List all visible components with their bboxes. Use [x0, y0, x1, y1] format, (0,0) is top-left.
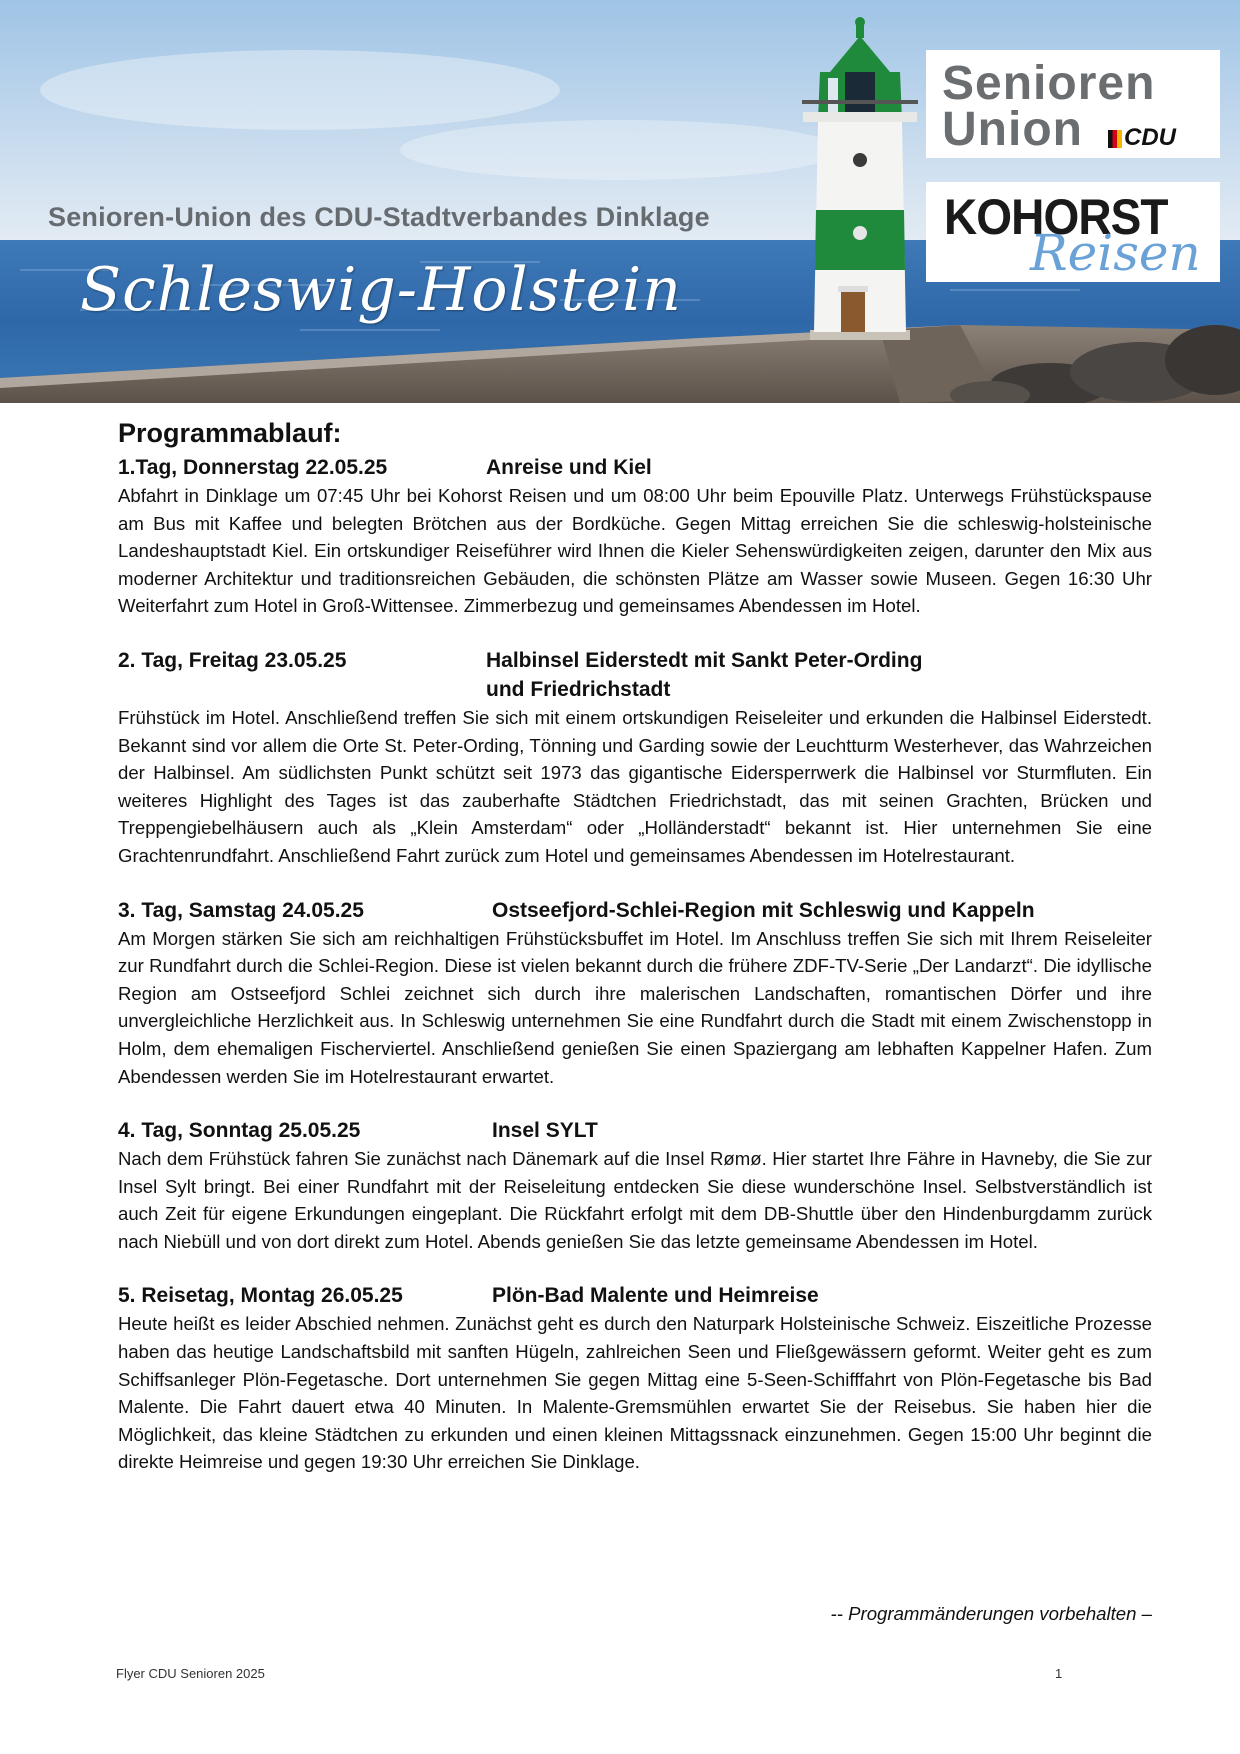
logo-text-line1: KOHORST: [944, 189, 1168, 245]
page-number: 1: [1055, 1666, 1063, 1681]
day-header: [118, 1116, 1152, 1145]
day-topic: Ostseefjord-Schlei-Region mit Schleswig und Kappeln: [492, 898, 1035, 922]
kohorst-reisen-logo: [926, 182, 1220, 282]
day-section: [118, 1281, 1152, 1476]
day-topic: Anreise und Kiel: [486, 456, 652, 479]
day-header: [118, 646, 1152, 704]
logo-party: CDU: [1124, 124, 1176, 151]
organization-name: Senioren-Union des CDU-Stadtverbandes Dinklage: [48, 202, 710, 232]
day-section: [118, 1116, 1152, 1255]
day-header: [118, 896, 1152, 925]
day-topic: Insel SYLT: [492, 1119, 598, 1143]
day-section: [118, 896, 1152, 1091]
day-section: [118, 453, 1152, 620]
day-description: Frühstück im Hotel. Anschließend treffen Sie sich mit einem ortskundigen Reiseleiter und erkunden die Halbinsel Eiderstedt. Bekannt sind vor allem die Orte St. Peter-Ording, Tönning und Garding sowie der Leuchtturm Westerhever, das Wahrzeichen der Halbinsel. Am südlichsten Punkt schützt seit 1973 das gigantische Eidersperrwerk die Halbinsel vor Sturmfluten. Ein weiteres Highlight des Tages ist das zauberhafte Städtchen Friedrichstadt, das mit seinen Grachten, Brücken und Treppengiebelhäusern auch als „Klein Amsterdam“ oder „Holländerstadt“ bekannt ist. Hier unternehmen Sie eine Grachtenrundfahrt. Anschließend Fahrt zurück zum Hotel und gemeinsames Abendessen im Hotelrestaurant.: [118, 706, 1152, 866]
footer-text: Flyer CDU Senioren 2025: [116, 1666, 265, 1681]
logo-text-line2: Reisen: [1030, 224, 1201, 282]
day-topic: Halbinsel Eiderstedt mit Sankt Peter-Ording und Friedrichstadt: [486, 648, 923, 701]
day-section: [118, 646, 1152, 870]
page-title: Schleswig-Holstein: [80, 255, 682, 325]
logo-text-line1: Senioren: [942, 57, 1156, 110]
day-label: 4. Tag, Sonntag 25.05.25: [118, 1119, 361, 1143]
day-description: Nach dem Frühstück fahren Sie zunächst nach Dänemark auf die Insel Rømø. Hier startet Ihre Fähre in Havneby, die Sie zur Insel Sylt bringt. Bei einer Rundfahrt mit der Reiseleitung entdecken Sie diese wunderschöne Insel. Selbstverständlich ist auch Zeit für eigene Erkundungen eingeplant. Die Rückfahrt erfolgt mit dem DB-Shuttle über den Hindenburgdamm zurück nach Niebüll und von dort direkt zum Hotel. Abends genießen Sie das letzte gemeinsame Abendessen im Hotel.: [118, 1148, 1152, 1252]
day-header: [118, 453, 1152, 482]
program-heading: Programmablauf:: [118, 418, 342, 448]
day-topic: Plön-Bad Malente und Heimreise: [492, 1284, 819, 1308]
day-label: 5. Reisetag, Montag 26.05.25: [118, 1284, 403, 1308]
day-description: Am Morgen stärken Sie sich am reichhaltigen Frühstücksbuffet im Hotel. Im Anschluss treffen Sie sich mit Ihrem Reiseleiter zur Rundfahrt durch die Schlei-Region. Diese ist vielen bekannt durch die frühere ZDF-TV-Serie „Der Landarzt“. Die idyllische Region am Ostseefjord Schlei zeichnet sich durch ihre malerischen Landschaften, romantischen Dörfer und ihre unvergleichliche Herzlichkeit aus. In Schleswig unternehmen Sie eine Rundfahrt durch die Stadt mit einem Zwischenstopp in Holm, dem ehemaligen Fischerviertel. Anschließend genießen Sie einen Spaziergang am lebhaften Kappelner Hafen. Zum Abendessen werden Sie im Hotelrestaurant erwartet.: [118, 927, 1152, 1087]
day-label: 3. Tag, Samstag 24.05.25: [118, 898, 364, 922]
header-banner: [0, 0, 1240, 403]
cdu-flag-icon: [1108, 130, 1122, 148]
day-label: 2. Tag, Freitag 23.05.25: [118, 648, 347, 672]
day-description: Abfahrt in Dinklage um 07:45 Uhr bei Kohorst Reisen und um 08:00 Uhr beim Epouville Platz. Unterwegs Frühstückspause am Bus mit Kaffee und belegten Brötchen aus der Bordküche. Gegen Mittag erreichen Sie die schleswig-holsteinische Landeshauptstadt Kiel. Ein ortskundiger Reiseführer wird Ihnen die Kieler Sehenswürdigkeiten zeigen, darunter den Mix aus moderner Architektur und traditionsreichen Gebäuden, die schönsten Plätze am Wasser sowie Museen. Gegen 16:30 Uhr Weiterfahrt zum Hotel in Groß-Wittensee. Zimmerbezug und gemeinsames Abendessen im Hotel.: [118, 485, 1152, 617]
disclaimer: -- Programmänderungen vorbehalten –: [830, 1603, 1152, 1624]
day-description: Heute heißt es leider Abschied nehmen. Zunächst geht es durch den Naturpark Holsteinische Schweiz. Eiszeitliche Prozesse haben das heutige Landschaftsbild mit sanften Hügeln, zahlreichen Seen und Fließgewässern geformt. Weiter geht es zum Schiffsanleger Plön-Fegetasche. Dort unternehmen Sie gegen Mittag eine 5-Seen-Schifffahrt von Plön-Fegetasche bis Bad Malente. Die Fahrt dauert etwa 40 Minuten. In Malente-Gremsmühlen erwartet Sie der Reisebus. Sie haben hier die Möglichkeit, das kleine Städtchen zu erkunden und einen kleinen Mittagssnack einzunehmen. Gegen 15:00 Uhr beginnt die direkte Heimreise und gegen 19:30 Uhr erreichen Sie Dinklage.: [118, 1313, 1152, 1473]
logo-text-line2: Union: [942, 103, 1083, 156]
day-header: [118, 1281, 1152, 1310]
program-content: [118, 410, 1152, 1476]
day-label: 1.Tag, Donnerstag 22.05.25: [118, 456, 388, 479]
senioren-union-logo: [926, 50, 1220, 158]
